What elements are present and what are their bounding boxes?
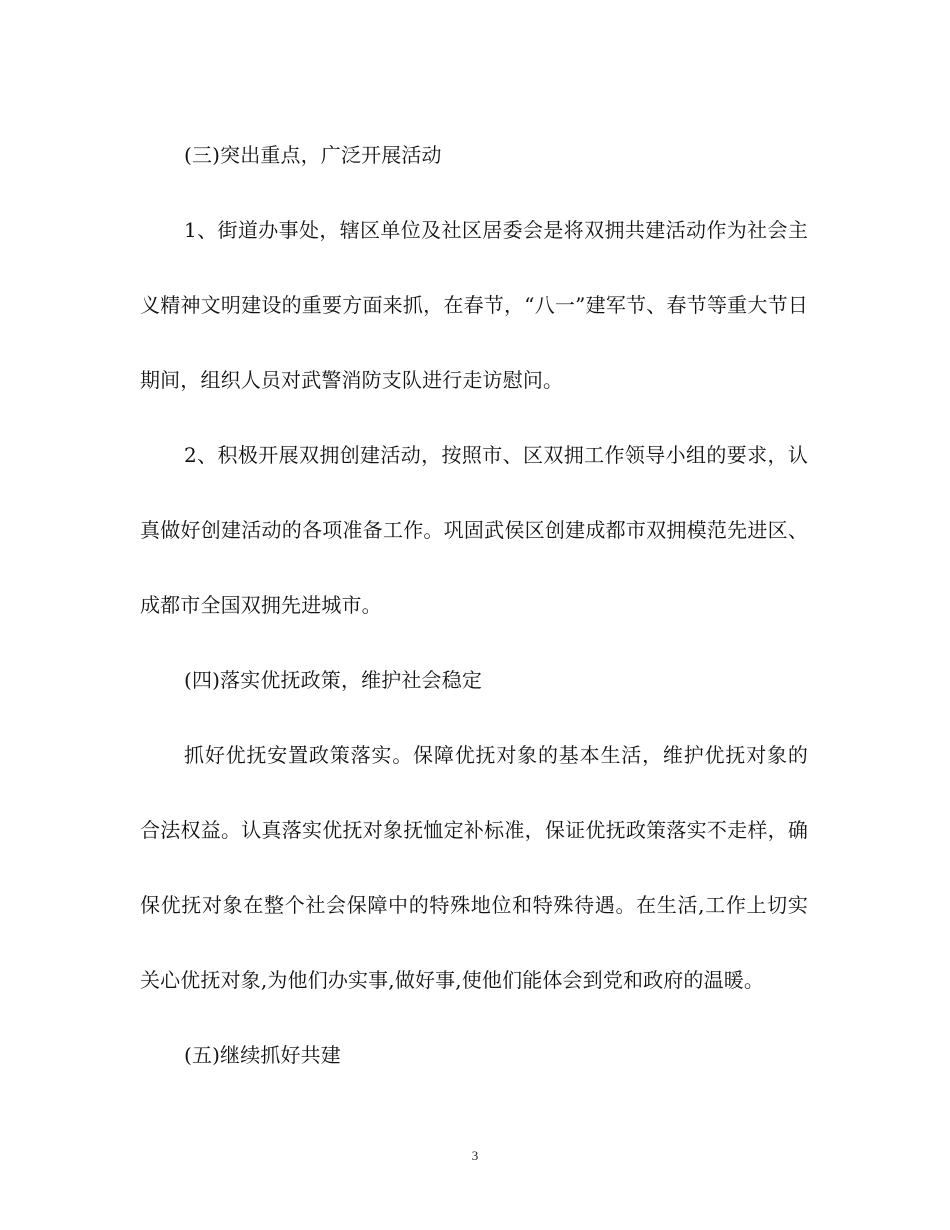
paragraph-item-2: 2、积极开展双拥创建活动，按照市、区双拥工作领导小组的要求，认真做好创建活动的各项准备工作。巩固武侯区创建成都市双拥模范先进区、成都市全国双拥先进城市。 (140, 443, 808, 617)
section-heading-4: (四)落实优抚政策，维护社会稳定 (184, 668, 483, 692)
document-body (140, 118, 808, 1093)
paragraph-preferential-policy: 抓好优抚安置政策落实。保障优抚对象的基本生活，维护优抚对象的合法权益。认真落实优抚对象抚恤定补标准，保证优抚政策落实不走样，确保优抚对象在整个社会保障中的特殊地位和特殊待遇。在生活,工作上切实关心优抚对象,为他们办实事,做好事,使他们能体会到党和政府的温暖。 (140, 743, 808, 992)
section-heading-5: (五)继续抓好共建 (184, 1043, 341, 1067)
paragraph-item-1: 1、街道办事处，辖区单位及社区居委会是将双拥共建活动作为社会主义精神文明建设的重要方面来抓，在春节，“八一”建军节、春节等重大节日期间，组织人员对武警消防支队进行走访慰问。 (140, 218, 808, 392)
page-number: 3 (471, 1148, 479, 1163)
section-heading-3: (三)突出重点，广泛开展活动 (184, 143, 442, 167)
